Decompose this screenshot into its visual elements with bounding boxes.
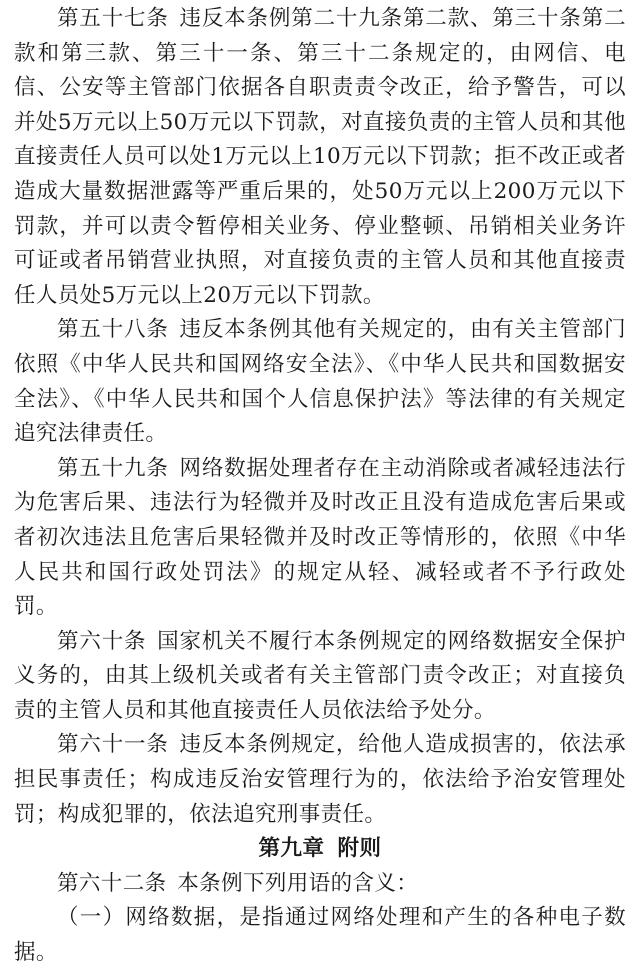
article-text: 国家机关不履行本条例规定的网络数据安全保护义务的，由其上级机关或者有关主管部门责令改正；对直接负责的主管人员和其他直接责任人员依法给予处分。 — [14, 628, 626, 723]
article-text: 违反本条例其他有关规定的，由有关主管部门依照《中华人民共和国网络安全法》、《中华人民共和国数据安全法》、《中华人民共和国个人信息保护法》等法律的有关规定追究法律责任。 — [14, 317, 626, 447]
article-text: 网络数据处理者存在主动消除或者减轻违法行为危害后果、违法行为轻微并及时改正且没有造成危害后果或者初次违法且危害后果轻微并及时改正等情形的，依照《中华人民共和国行政处罚法》的规定从轻、减轻或者不予行政处罚。 — [14, 455, 626, 620]
definition-text: （一）网络数据，是指通过网络处理和产生的各种电子数据。 — [14, 905, 626, 966]
article-number: 第五十七条 — [57, 6, 169, 31]
article-text: 违反本条例规定，给他人造成损害的，依法承担民事责任；构成违反治安管理行为的，依法给予治安管理处罚；构成犯罪的，依法追究刑事责任。 — [14, 732, 626, 827]
article-60 — [14, 625, 626, 729]
article-number: 第六十一条 — [57, 732, 169, 758]
article-62 — [14, 867, 626, 902]
article-number: 第五十八条 — [57, 317, 169, 343]
article-text: 违反本条例第二十九条第二款、第三十条第二款和第三款、第三十一条、第三十二条规定的，由网信、电信、公安等主管部门依据各自职责责令改正，给予警告，可以并处5万元以上50万元以下罚款，对直接负责的主管人员和其他直接责任人员可以处1万元以上10万元以下罚款；拒不改正或者造成大量数据泄露等严重后果的，处50万元以上200万元以下罚款，并可以责令暂停相关业务、停业整顿、吊销相关业务许可证或者吊销营业执照，对直接负责的主管人员和其他直接责任人员处5万元以上20万元以下罚款。 — [14, 6, 626, 308]
chapter-title: 附则 — [337, 836, 382, 862]
article-58 — [14, 313, 626, 451]
chapter-number: 第九章 — [258, 836, 325, 862]
article-61 — [14, 728, 626, 832]
article-number: 第六十条 — [57, 628, 147, 654]
article-57 — [14, 2, 626, 313]
article-59 — [14, 452, 626, 625]
definition-item-1 — [14, 901, 626, 970]
article-number: 第五十九条 — [57, 455, 169, 481]
article-text: 本条例下列用语的含义： — [177, 870, 419, 896]
article-number: 第六十二条 — [57, 870, 167, 896]
chapter-heading — [14, 832, 626, 867]
